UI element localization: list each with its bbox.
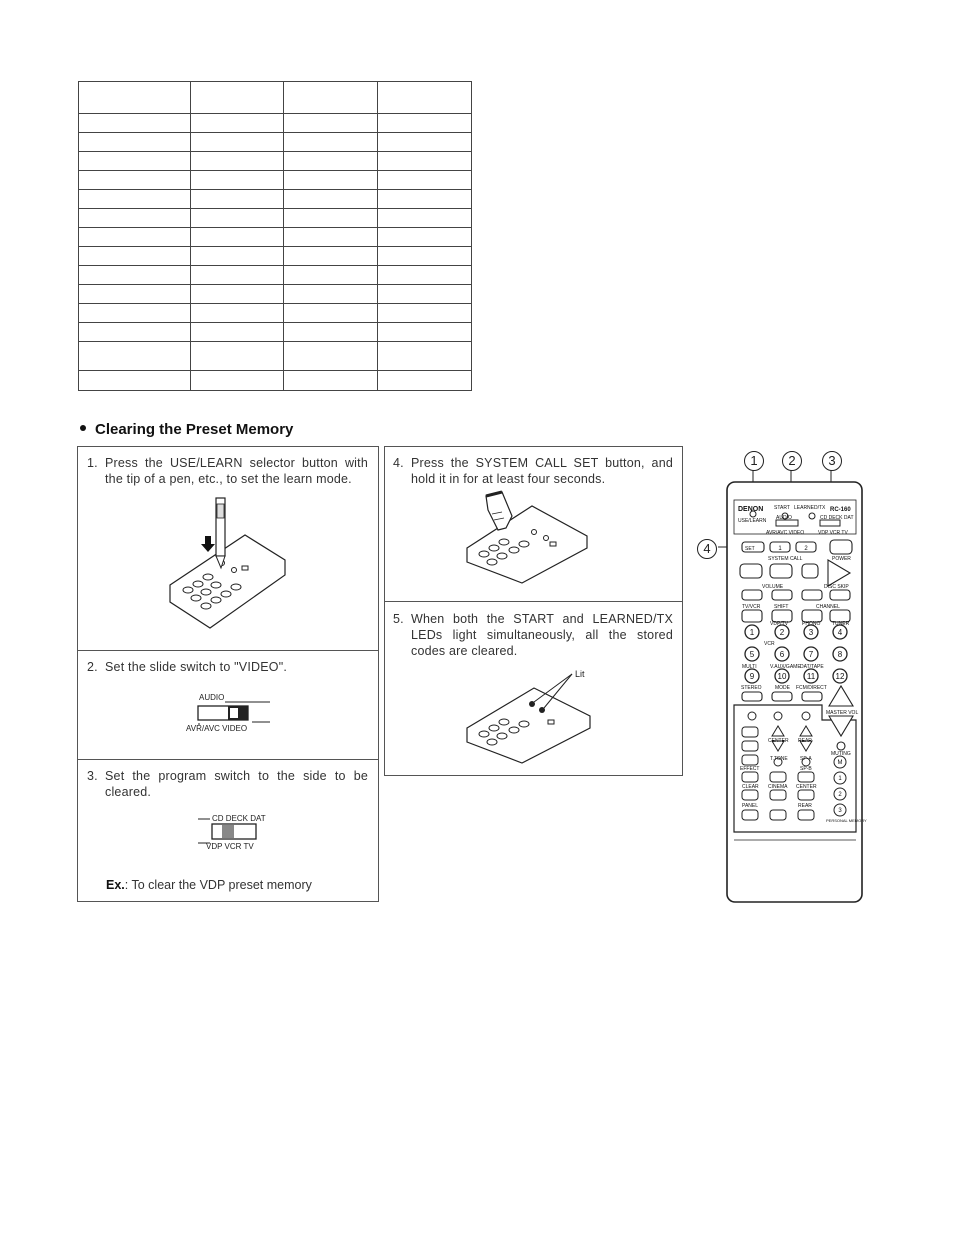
svg-text:SP-B: SP-B <box>800 766 812 772</box>
svg-text:6: 6 <box>779 650 785 659</box>
svg-text:PERSONAL MEMORY: PERSONAL MEMORY <box>826 818 867 823</box>
svg-text:V.AUX/GAME: V.AUX/GAME <box>770 664 801 670</box>
lit-leds-illustration <box>462 668 597 763</box>
svg-text:LEARNED/TX: LEARNED/TX <box>794 505 826 511</box>
svg-text:SYSTEM CALL: SYSTEM CALL <box>768 556 803 562</box>
svg-text:1: 1 <box>778 546 782 552</box>
bullet-icon <box>80 425 86 431</box>
svg-text:STEREO: STEREO <box>741 685 762 691</box>
svg-text:SHIFT: SHIFT <box>774 604 789 610</box>
svg-text:MULTI: MULTI <box>742 664 757 670</box>
finger-press-illustration <box>462 488 592 583</box>
table-row <box>79 209 472 228</box>
svg-text:1: 1 <box>749 628 755 637</box>
section-heading <box>80 421 293 438</box>
svg-text:AVR/AVC VIDEO: AVR/AVC VIDEO <box>766 530 805 536</box>
step-4-text: 4. Press the SYSTEM CALL SET button, and hold it in for at least four seconds. <box>393 456 673 486</box>
svg-text:SP-A: SP-A <box>800 756 812 762</box>
svg-text:10: 10 <box>777 672 787 681</box>
down-arrow-icon <box>201 536 215 552</box>
program-switch-bottom-label: VDP VCR TV <box>206 842 254 851</box>
callout-1: 1 <box>744 451 764 471</box>
svg-text:FCM/DIRECT: FCM/DIRECT <box>796 685 827 691</box>
section-title: Clearing the Preset Memory <box>95 421 294 438</box>
callout-2: 2 <box>782 451 802 471</box>
slide-switch-bottom-label: AVR/AVC VIDEO <box>186 724 248 733</box>
svg-text:PHONO: PHONO <box>802 621 821 627</box>
callout-4: 4 <box>697 539 717 559</box>
svg-text:DAT/TAPE: DAT/TAPE <box>800 664 824 670</box>
svg-text:EFFECT: EFFECT <box>740 766 760 772</box>
svg-text:8: 8 <box>837 650 843 659</box>
svg-text:12: 12 <box>835 672 845 681</box>
svg-text:AUDIO: AUDIO <box>776 515 792 521</box>
svg-text:7: 7 <box>808 650 814 659</box>
svg-text:CENTER: CENTER <box>796 784 817 790</box>
svg-text:2: 2 <box>804 546 808 552</box>
table-row <box>79 304 472 323</box>
svg-text:START: START <box>774 505 790 511</box>
svg-text:5: 5 <box>749 650 755 659</box>
svg-text:CINEMA: CINEMA <box>768 784 788 790</box>
svg-text:11: 11 <box>806 672 816 681</box>
svg-text:USE/LEARN: USE/LEARN <box>738 518 767 524</box>
svg-text:CLEAR: CLEAR <box>742 784 759 790</box>
step-5-text: 5. When both the START and LEARNED/TX LEDs light simultaneously, all the stored codes are cleared. <box>393 612 673 658</box>
svg-text:MODE: MODE <box>775 685 790 691</box>
svg-text:SET: SET <box>745 546 755 552</box>
remote-illustration <box>690 470 870 910</box>
program-switch-top-label: CD DECK DAT <box>212 814 266 823</box>
table-row <box>79 266 472 285</box>
svg-text:VDP/TV: VDP/TV <box>770 621 789 627</box>
svg-text:VOLUME: VOLUME <box>762 584 784 590</box>
svg-text:TUNER: TUNER <box>832 621 850 627</box>
table-row <box>79 82 472 114</box>
table-row <box>79 152 472 171</box>
pen-icon <box>216 498 225 568</box>
callout-3: 3 <box>822 451 842 471</box>
svg-text:3: 3 <box>838 808 842 814</box>
svg-text:T.TONE: T.TONE <box>770 756 788 762</box>
example-caption: Ex.: To clear the VDP preset memory <box>106 878 312 892</box>
svg-text:DENON: DENON <box>738 506 764 513</box>
svg-text:TV/VCR: TV/VCR <box>742 604 761 610</box>
svg-text:VCR: VCR <box>764 641 775 647</box>
svg-text:4: 4 <box>837 628 843 637</box>
svg-text:PANEL: PANEL <box>742 803 759 809</box>
svg-text:9: 9 <box>749 672 755 681</box>
table-row <box>79 190 472 209</box>
table-row <box>79 171 472 190</box>
svg-text:1: 1 <box>838 776 842 782</box>
lit-label: Lit <box>575 669 585 679</box>
svg-text:2: 2 <box>779 628 785 637</box>
step-1-text: 1. Press the USE/LEARN selector button with the tip of a pen, etc., to set the learn mode. <box>87 456 368 486</box>
svg-text:CHANNEL: CHANNEL <box>816 604 840 610</box>
svg-text:RC-160: RC-160 <box>830 507 851 513</box>
blank-table <box>78 81 472 391</box>
table-row <box>79 114 472 133</box>
svg-text:MASTER VOL: MASTER VOL <box>826 710 859 716</box>
svg-text:DISC SKIP: DISC SKIP <box>824 584 849 590</box>
svg-text:CENTER: CENTER <box>768 738 789 744</box>
svg-text:POWER: POWER <box>832 556 851 562</box>
svg-text:REAR: REAR <box>798 738 812 744</box>
svg-text:2: 2 <box>838 792 842 798</box>
svg-text:3: 3 <box>808 628 814 637</box>
table-row <box>79 371 472 391</box>
table-row <box>79 342 472 371</box>
table-row <box>79 323 472 342</box>
step-2-text: 2. Set the slide switch to "VIDEO". <box>87 660 288 674</box>
step-3-text: 3. Set the program switch to the side to be cleared. <box>87 769 368 799</box>
svg-text:CD DECK DAT: CD DECK DAT <box>820 515 854 521</box>
finger-icon <box>486 492 512 530</box>
table-row <box>79 133 472 152</box>
svg-text:REAR: REAR <box>798 803 812 809</box>
table-row <box>79 247 472 266</box>
svg-text:M: M <box>837 760 843 766</box>
pen-press-illustration <box>150 490 290 640</box>
table-row <box>79 285 472 304</box>
table-row <box>79 228 472 247</box>
slide-switch-top-label: AUDIO <box>199 693 225 702</box>
svg-text:MUTING: MUTING <box>831 751 851 757</box>
svg-text:VDP VCR TV: VDP VCR TV <box>818 530 848 536</box>
